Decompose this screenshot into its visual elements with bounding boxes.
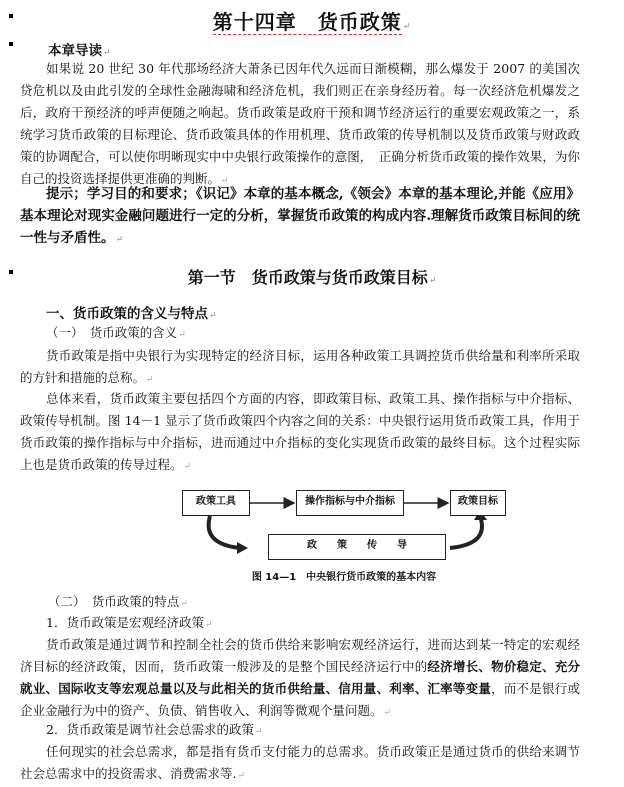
subheading-features: （二） 货币政策的特点↵ — [48, 594, 188, 609]
tip-paragraph: 提示；学习目的和要求；《识记》本章的基本概念,《领会》本章的基本理论,并能《应用》基本理论对现实金融问题进行一定的分析，掌握货币政策的构成内容.理解货币政策目标间的统一性与矛盾性。↵ — [20, 186, 580, 246]
subheading-meaning: （一） 货币政策的含义↵ — [46, 325, 186, 340]
section-title: 第一节 货币政策与货币政策目标↵ — [187, 268, 437, 287]
box-policy-target: 政策目标 — [450, 490, 506, 516]
macro-paragraph: 货币政策是通过调节和控制全社会的货币供给来影响宏观经济运行，进而达到某一特定的宏观经济目标的经济政策，因而，货币政策一般涉及的是整个国民经济运行中的经济增长、物价稳定、充分就业、国际收支等宏观总量以及与此相关的货币供给量、信用量、利率、汇率等变量，而不是银行或企业金融行为中的资产、负债、销售收入、利润等微观个量问题。↵ — [20, 637, 580, 718]
box-operating-intermediate-indicator: 操作指标与中介指标 — [296, 490, 404, 516]
box-transmission: 政 策 传 导 — [268, 534, 446, 560]
chapter-title: 第十四章 货币政策↵ — [212, 10, 412, 34]
item-demand-policy: 2．货币政策是调节社会总需求的政策↵ — [46, 722, 263, 737]
overview-paragraph: 总体来看，货币政策主要包括四个方面的内容，即政策目标、政策工具、操作指标与中介指标、政策传导机制。图 14－1 显示了货币政策四个内容之间的关系：中央银行运用货币政策工具，作用于货币政策的操作指标与中介指标，进而通过中介指标的变化实现货币政策的最终目标。这个过程实际上也是货币政策的传导过程。↵ — [20, 391, 580, 472]
demand-paragraph: 任何现实的社会总需求，都是指有货币支付能力的总需求。货币政策正是通过货币的供给来调节社会总需求中的投资需求、消费需求等.↵ — [20, 744, 580, 781]
definition-paragraph: 货币政策是指中央银行为实现特定的经济目标，运用各种政策工具调控货币供给量和利率所采取的方针和措施的总称。↵ — [20, 348, 580, 385]
macro-variables-emphasis: 经济增长、物价稳定、充分就业、国际收支等宏观总量以及与此相关的货币供给量、信用量、利率、汇率等变量 — [20, 659, 580, 696]
figure-14-1 — [182, 484, 506, 584]
box-policy-tool: 政策工具 — [182, 490, 250, 516]
item-macro-policy: 1．货币政策是宏观经济政策↵ — [46, 615, 213, 630]
intro-paragraph: 如果说 20 世纪 30 年代那场经济大萧条已因年代久远而日渐模糊，那么爆发于 2007 的美国次贷危机以及由此引发的全球性金融海啸和经济危机，我们则正在亲身经历着。每一次经济危机爆发之后，政府干预经济的呼声便随之响起。货币政策是政府干预和调节经济运行的重要宏观政策之一，系统学习货币政策的目标理论、货币政策具体的作用机理、货币政策的传导机制以及货币政策与财政政策的协调配合，可以使你明晰现实中中央银行政策操作的意图， 正确分析货币政策的操作效果，为你自己的投资选择提供更准确的判断。↵ — [20, 61, 580, 186]
figure-caption: 图 14—1 中央银行货币政策的基本内容 — [251, 572, 437, 583]
paragraph-mark — [9, 42, 13, 46]
heading-meaning-features: 一、货币政策的含义与特点↵ — [46, 306, 217, 322]
intro-heading: 本章导读↵ — [48, 43, 111, 59]
